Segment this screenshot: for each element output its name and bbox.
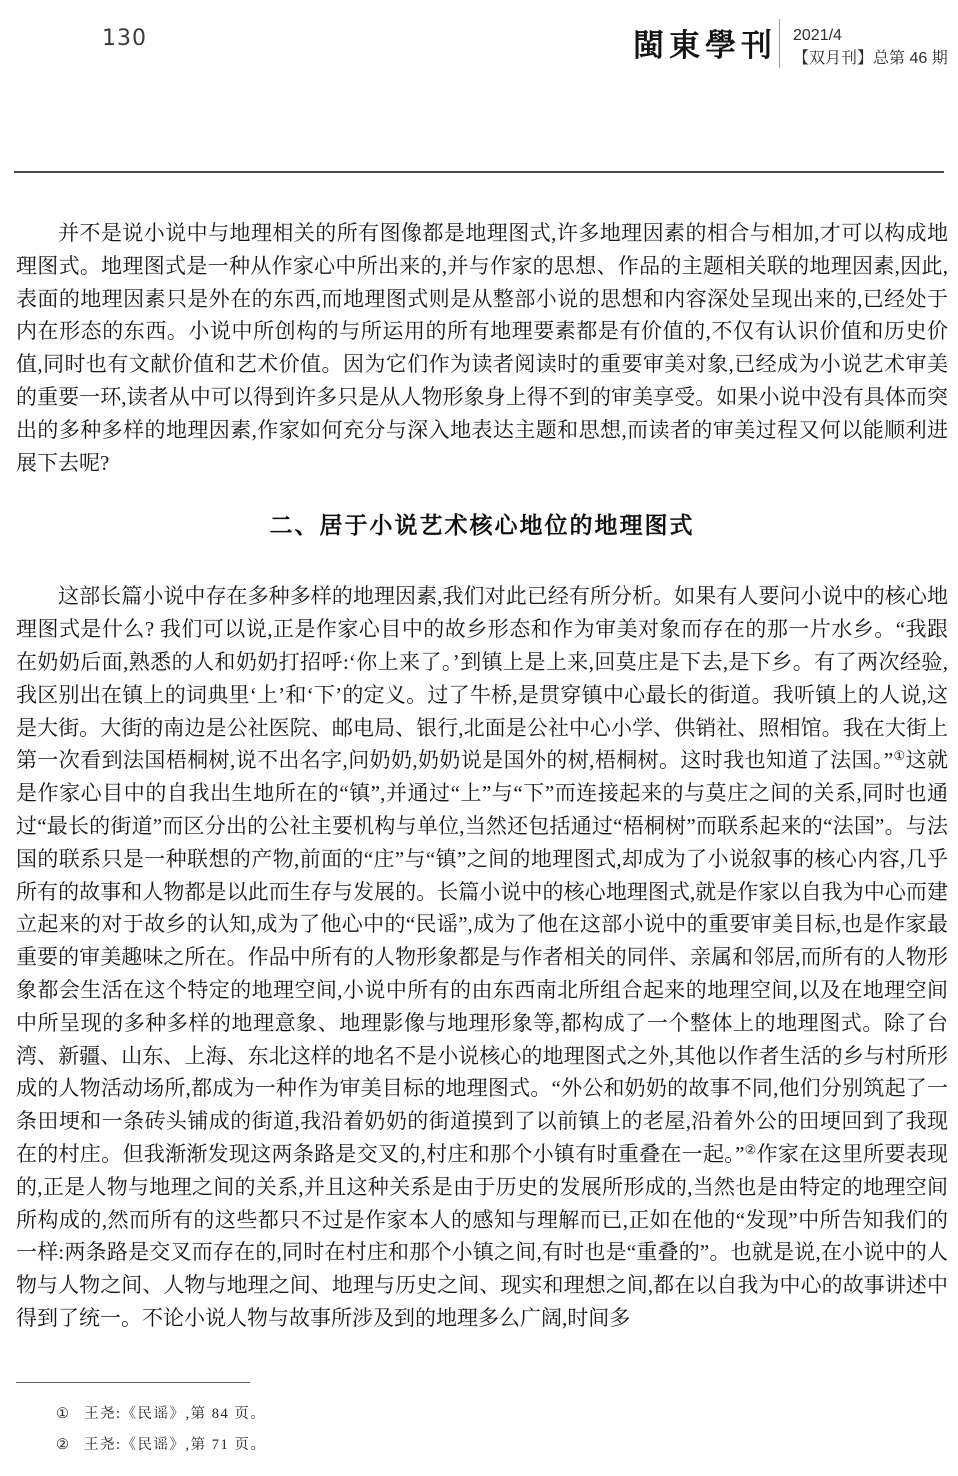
page-number: 130 <box>102 26 147 51</box>
footnote-ref-2: ② <box>744 1141 757 1157</box>
footnote-2-text: 王尧:《民谣》,第 71 页。 <box>84 1437 267 1453</box>
issue-date: 2021/4 <box>793 27 842 44</box>
body-paragraph-2 <box>16 580 948 1334</box>
footnote-1-text: 王尧:《民谣》,第 84 页。 <box>84 1406 267 1422</box>
paragraph-2-segment-3: 作家在这里所要表现的,正是人物与地理之间的关系,并且这种关系是由于历史的发展所形成的,当然也是由特定的地理空间所构成的,然而所有的这些都只不过是作家本人的感知与理解而已,正如在他的“发现”中所告知我们的一样:两条路是交叉而存在的,同时在村庄和那个小镇之间,有时也是“重叠的”。也就是说,在小说中的人物与人物之间、人物与地理之间、地理与历史之间、现实和理想之间,都在以自我为中心的故事讲述中得到了统一。不论小说人物与故事所涉及到的地理多么广阔,时间多 <box>16 1141 948 1330</box>
section-heading: 二、居于小说艺术核心地位的地理图式 <box>269 512 695 539</box>
footnote-rule <box>16 1382 250 1383</box>
issue-number: 【双月刊】总第 46 期 <box>793 50 948 67</box>
footnote-1-marker: ① <box>56 1406 69 1422</box>
header-divider <box>779 19 780 68</box>
footnote-2 <box>16 1430 948 1461</box>
article-body <box>16 173 948 1335</box>
footnote-ref-1: ① <box>893 748 906 764</box>
body-paragraph-1: 并不是说小说中与地理相关的所有图像都是地理图式,许多地理因素的相合与相加,才可以构成地理图式。地理图式是一种从作家心中所出来的,并与作家的思想、作品的主题相关联的地理因素,因此,表面的地理因素只是外在的东西,而地理图式则是从整部小说的思想和内容深处呈现出来的,已经处于内在形态的东西。小说中所创构的与所运用的所有地理要素都是有价值的,不仅有认识价值和历史价值,同时也有文献价值和艺术价值。因为它们作为读者阅读时的重要审美对象,已经成为小说艺术审美的重要一环,读者从中可以得到许多只是从人物形象身上得不到的审美享受。如果小说中没有具体而突出的多种多样的地理因素,作家如何充分与深入地表达主题和思想,而读者的审美过程又何以能顺利进展下去呢? <box>16 221 948 475</box>
issue-info <box>793 24 948 70</box>
footnote-1 <box>16 1399 948 1430</box>
paragraph-2-segment-1: 这部长篇小说中存在多种多样的地理因素,我们对此已经有所分析。如果有人要问小说中的核心地理图式是什么? 我们可以说,正是作家心目中的故乡形态和作为审美对象而存在的那一片水乡。“我跟在奶奶后面,熟悉的人和奶奶打招呼:‘你上来了。’到镇上是上来,回莫庄是下去,是下乡。有了两次经验,我区别出在镇上的词典里‘上’和‘下’的定义。过了牛桥,是贯穿镇中心最长的街道。我听镇上的人说,这是大街。大街的南边是公社医院、邮电局、银行,北面是公社中心小学、供销社、照相馆。我在大街上第一次看到法国梧桐树,说不出名字,问奶奶,奶奶说是国外的树,梧桐树。这时我也知道了法国。” <box>16 584 949 773</box>
journal-logo: 閩東學刊 <box>633 28 777 64</box>
footnotes-section <box>16 1382 948 1461</box>
paragraph-2-segment-2: 这就是作家心目中的自我出生地所在的“镇”,并通过“上”与“下”而连接起来的与莫庄之间的关系,同时也通过“最长的街道”而区分出的公社主要机构与单位,当然还包括通过“梧桐树”而联系起来的“法国”。与法国的联系只是一种联想的产物,前面的“庄”与“镇”之间的地理图式,却成为了小说叙事的核心内容,几乎所有的故事和人物都是以此而生存与发展的。长篇小说中的核心地理图式,就是作家以自我为中心而建立起来的对于故乡的认知,成为了他心中的“民谣”,成为了他在这部小说中的重要审美目标,也是作家最重要的审美趣味之所在。作品中所有的人物形象都是与作者相关的同伴、亲属和邻居,而所有的人物形象都会生活在这个特定的地理空间,小说中所有的由东西南北所组合起来的地理空间,以及在地理空间中所呈现的多种多样的地理意象、地理影像与地理形象等,都构成了一个整体上的地理图式。除了台湾、新疆、山东、上海、东北这样的地名不是小说核心的地理图式之外,其他以作者生活的乡与村所形成的人物活动场所,都成为一种作为审美目标的地理图式。“外公和奶奶的故事不同,他们分别筑起了一条田埂和一条砖头铺成的街道,我沿着奶奶的街道摸到了以前镇上的老屋,沿着外公的田埂回到了我现在的村庄。但我渐渐发现这两条路是交叉的,村庄和那个小镇有时重叠在一起。” <box>16 748 949 1166</box>
footnote-2-marker: ② <box>56 1437 69 1453</box>
